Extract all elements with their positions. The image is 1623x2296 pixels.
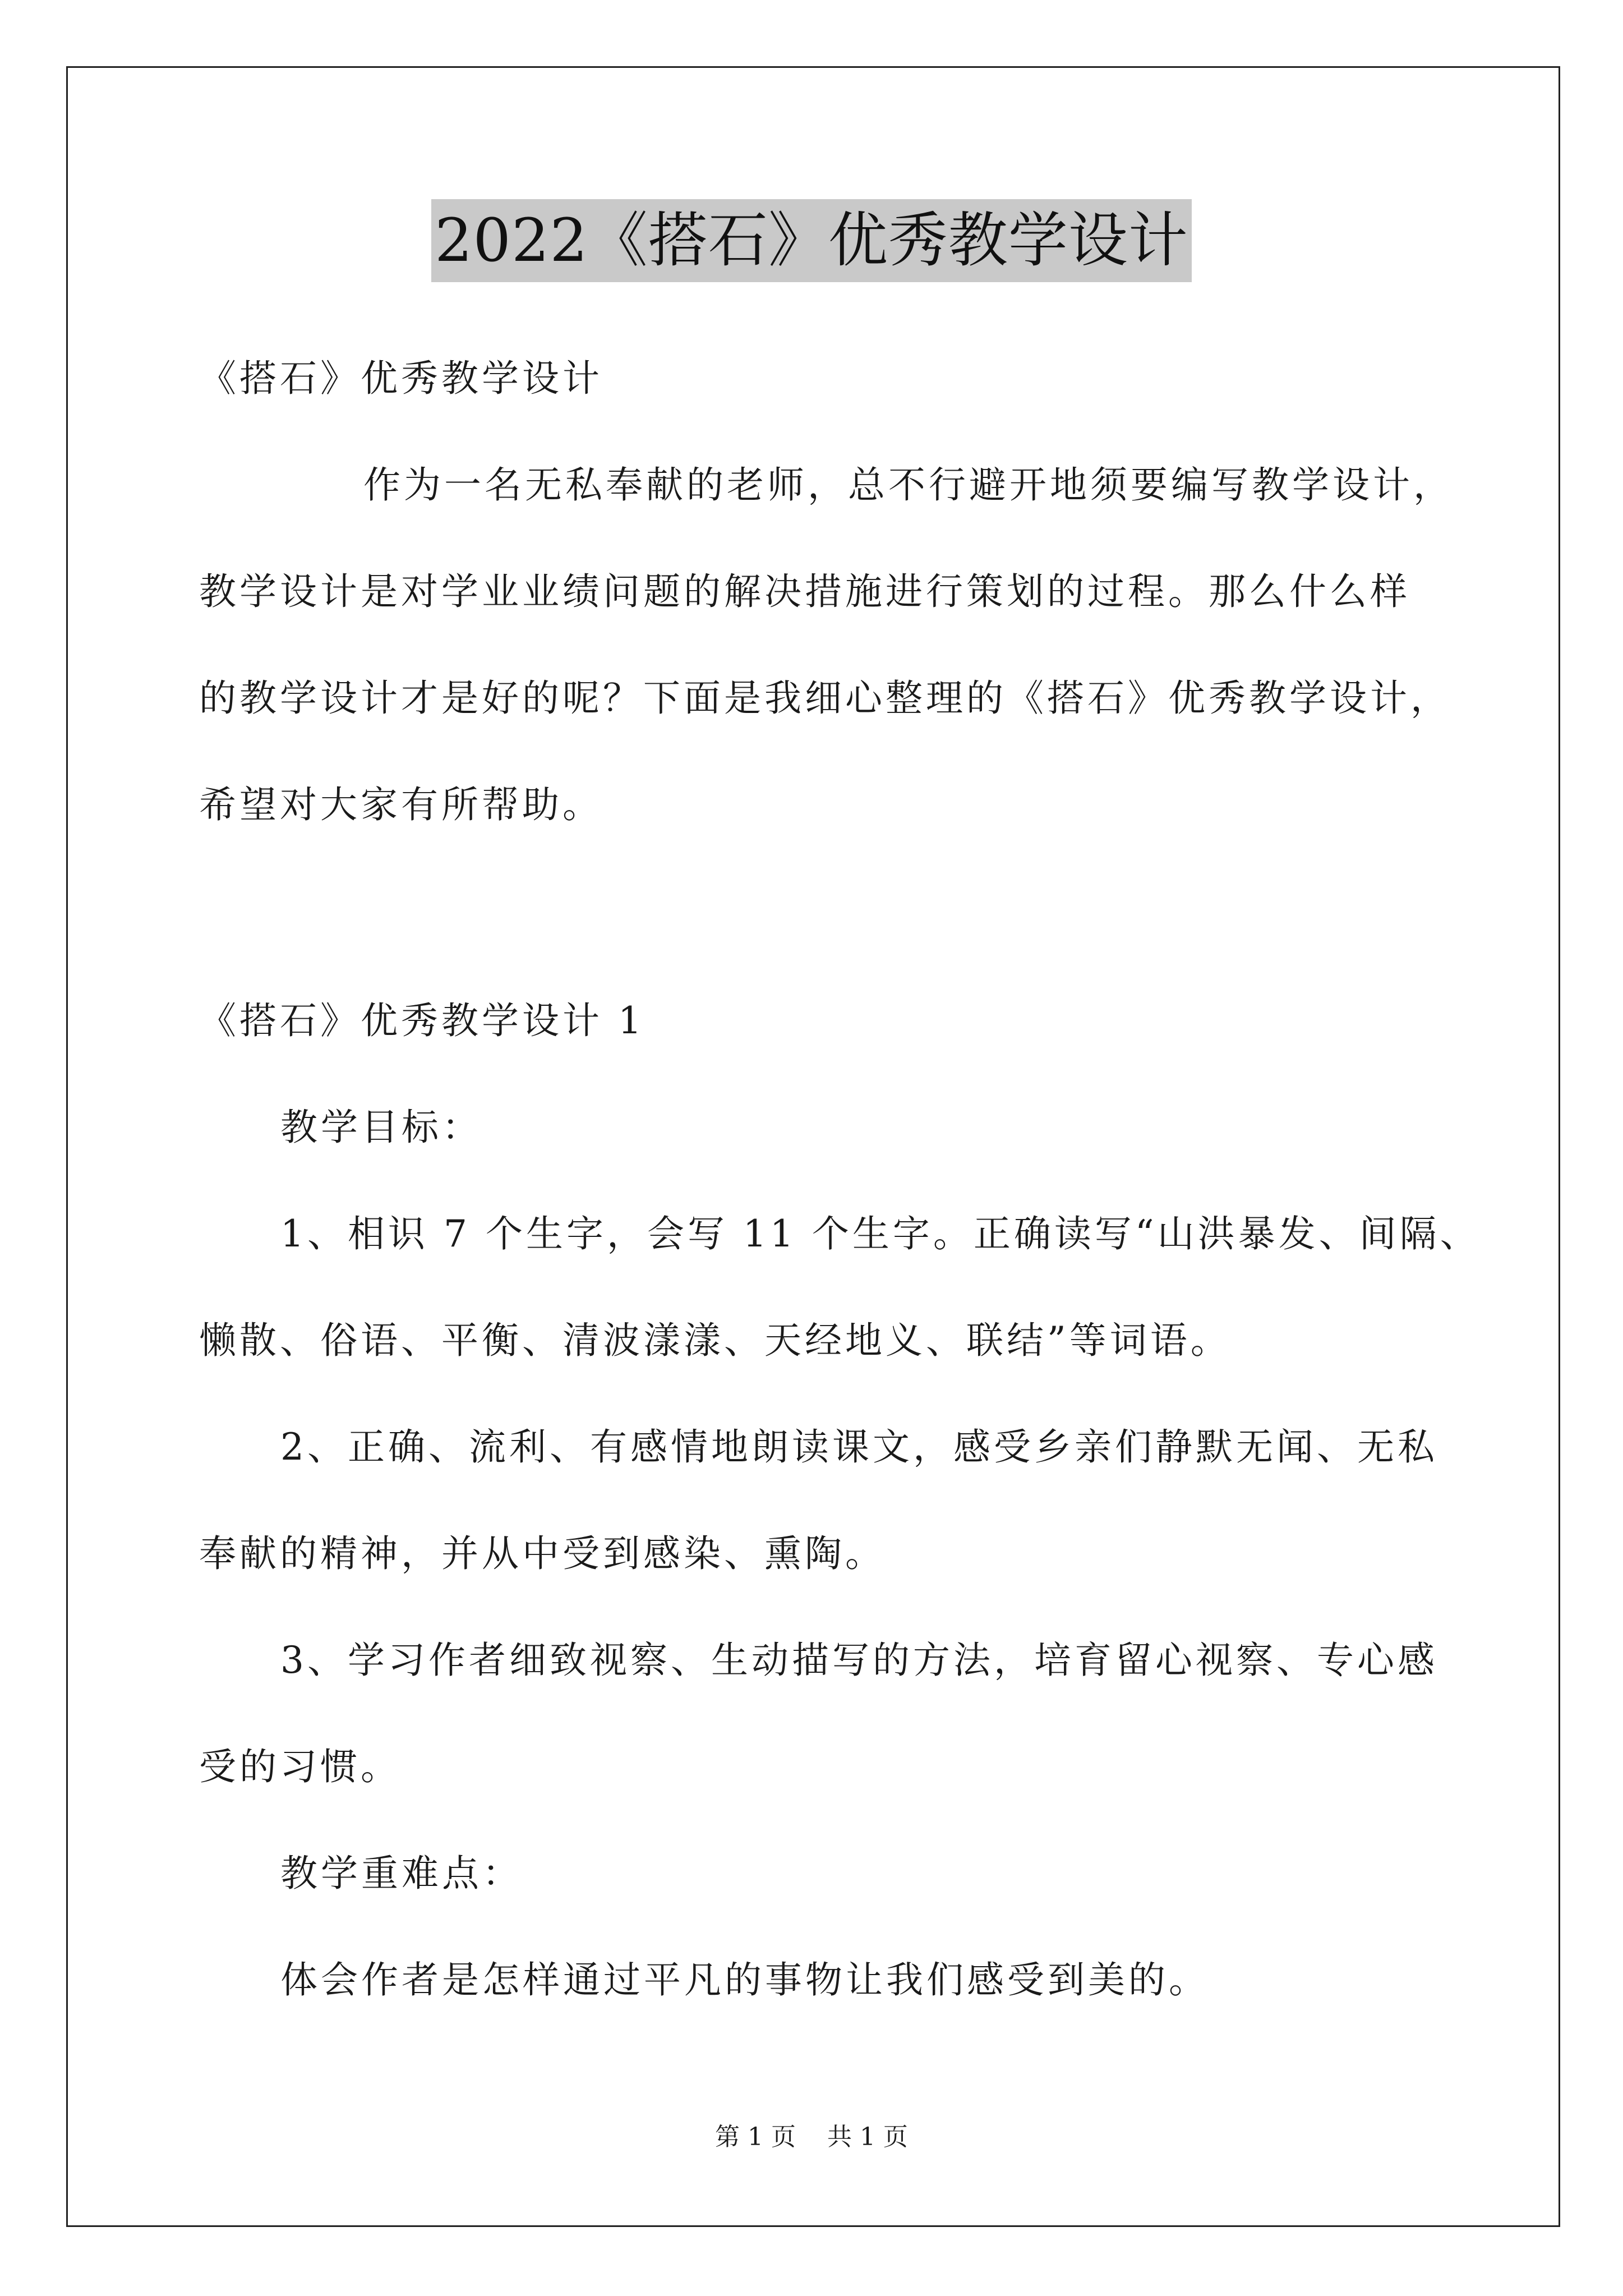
key-points-line: 体会作者是怎样通过平凡的事物让我们感受到美的。 bbox=[280, 1958, 1209, 2001]
key-points-heading: 教学重难点： bbox=[280, 1852, 523, 1895]
document-title: 2022《搭石》优秀教学设计 bbox=[431, 199, 1192, 282]
page-footer: 第 1 页 共 1 页 bbox=[715, 2123, 908, 2151]
intro-line-3: 的教学设计才是好的呢？下面是我细心整理的《搭石》优秀教学设计， bbox=[199, 677, 1451, 720]
section-heading: 《搭石》优秀教学设计 1 bbox=[199, 999, 645, 1042]
intro-line-2: 教学设计是对学业业绩问题的解决措施进行策划的过程。那么什么样 bbox=[199, 570, 1410, 613]
document-subtitle: 《搭石》优秀教学设计 bbox=[199, 357, 603, 400]
goal-line-6: 受的习惯。 bbox=[199, 1745, 401, 1788]
goal-line-5: 3、学习作者细致视察、生动描写的方法，培育留心视察、专心感 bbox=[280, 1639, 1438, 1682]
title-container bbox=[0, 199, 1623, 282]
intro-line-1: 作为一名无私奉献的老师，总不行避开地须要编写教学设计， bbox=[363, 463, 1454, 507]
goals-heading: 教学目标： bbox=[280, 1106, 482, 1149]
goal-line-2: 懒散、俗语、平衡、清波漾漾、天经地义、联结”等词语。 bbox=[199, 1319, 1231, 1362]
goal-line-3: 2、正确、流利、有感情地朗读课文，感受乡亲们静默无闻、无私 bbox=[280, 1425, 1438, 1469]
goal-line-1: 1、相识 7 个生字，会写 11 个生字。正确读写“山洪暴发、间隔、 bbox=[280, 1212, 1481, 1255]
intro-line-4: 希望对大家有所帮助。 bbox=[199, 783, 603, 826]
goal-line-4: 奉献的精神，并从中受到感染、熏陶。 bbox=[199, 1532, 886, 1575]
